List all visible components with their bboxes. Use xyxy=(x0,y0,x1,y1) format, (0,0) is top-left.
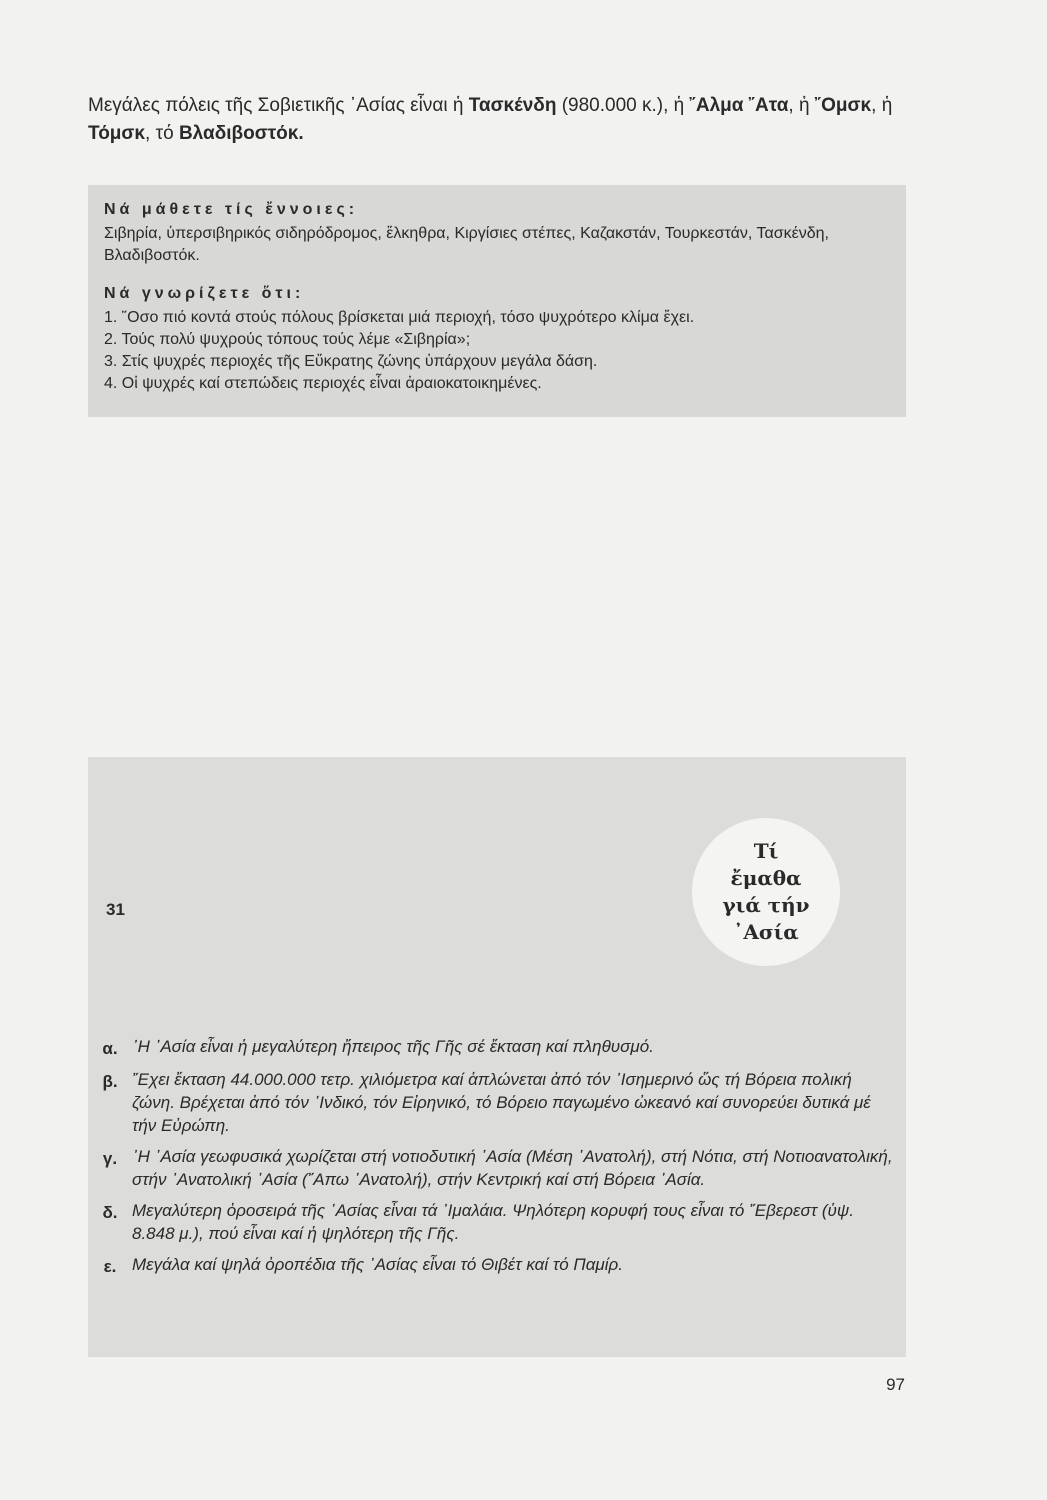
city-omsk: ῎Ομσκ xyxy=(814,95,872,116)
summary-title: Τί ἔμαθα γιά τήν ᾽Ασία xyxy=(722,839,810,944)
know-item: 1. ῞Οσο πιό κοντά στούς πόλους βρίσκεται μιά περιοχή, τόσο ψυχρότερο κλίμα ἔχει. xyxy=(104,309,695,326)
item-text: ᾽Η ᾽Ασία εἶναι ἡ μεγαλύτερη ἤπειρος τῆς Γῆς σέ ἔκταση καί πληθυσμό. xyxy=(132,1037,654,1056)
city-tashkent: Τασκένδη xyxy=(468,95,557,116)
intro-text-2: (980.000 κ.), ἡ xyxy=(556,95,690,116)
item-text: ᾽Η ᾽Ασία γεωφυσικά χωρίζεται στή νοτιοδυτική ᾽Ασία (Μέση ᾽Ανατολή), στή Νότια, στή Νοτιοανατολική, στήν ᾽Ανατολική ᾽Ασία (῎Απω ᾽Ανατολή), στήν Κεντρική καί στή Βόρεια ᾽Ασία. xyxy=(132,1147,893,1189)
item-text: Μεγάλα καί ψηλά ὀροπέδια τῆς ᾽Ασίας εἶναι τό Θιβέτ καί τό Παμίρ. xyxy=(132,1255,623,1274)
summary-list xyxy=(88,1035,898,1286)
item-letter: ε. xyxy=(103,1257,117,1276)
city-alma-ata: ῎Αλμα ῎Ατα xyxy=(689,95,789,116)
item-text: Μεγαλύτερη ὀροσειρά τῆς ᾽Ασίας εἶναι τά ᾽Ιμαλάια. Ψηλότερη κορυφή τους εἶναι τό ῎Εβερεστ (ὑψ. 8.848 μ.), πού εἶναι καί ἡ ψηλότερη τῆς Γῆς. xyxy=(132,1201,854,1243)
page-number: 97 xyxy=(886,1375,905,1394)
know-item: 2. Τούς πολύ ψυχρούς τόπους τούς λέμε «Σιβηρία»; xyxy=(104,331,471,348)
intro-text-5: , τό xyxy=(145,123,179,144)
item-letter: δ. xyxy=(102,1203,118,1222)
learn-box xyxy=(88,185,906,417)
summary-item xyxy=(88,1068,898,1137)
summary-item xyxy=(88,1253,898,1278)
item-letter: β. xyxy=(102,1072,118,1091)
city-vladivostok: Βλαδιβοστόκ. xyxy=(178,123,304,144)
intro-paragraph xyxy=(88,92,908,148)
intro-text-4: , ἡ xyxy=(871,95,893,116)
learn-heading: Νά μάθετε τίς ἔννοιες: xyxy=(104,201,359,218)
know-item: 3. Στίς ψυχρές περιοχές τῆς Εὔκρατης ζώνης ὑπάρχουν μεγάλα δάση. xyxy=(104,353,598,370)
summary-item xyxy=(88,1199,898,1245)
learn-terms: Σιβηρία, ὑπερσιβηρικός σιδηρόδρομος, ἕλκηθρα, Κιργίσιες στέπες, Καζακστάν, Τουρκεστάν, Τασκένδη, Βλαδιβοστόκ. xyxy=(104,225,829,264)
lesson-number: 31 xyxy=(106,900,125,919)
intro-text-3: , ἡ xyxy=(788,95,815,116)
know-heading: Νά γνωρίζετε ὅτι: xyxy=(104,285,305,302)
item-letter: α. xyxy=(102,1039,118,1058)
intro-text-1: Μεγάλες πόλεις τῆς Σοβιετικῆς ᾽Ασίας εἶναι ἡ xyxy=(88,95,469,116)
item-letter: γ. xyxy=(102,1149,118,1168)
summary-item xyxy=(88,1035,898,1060)
summary-item xyxy=(88,1145,898,1191)
know-item: 4. Οἱ ψυχρές καί στεπώδεις περιοχές εἶναι ἀραιοκατοικημένες. xyxy=(104,375,542,392)
city-tomsk: Τόμσκ xyxy=(88,123,146,144)
item-text: ῎Εχει ἔκταση 44.000.000 τετρ. χιλιόμετρα καί ἁπλώνεται ἀπό τόν ᾽Ισημερινό ὥς τή Βόρεια πολική ζώνη. Βρέχεται ἀπό τόν ᾽Ινδικό, τόν Εἰρηνικό, τό Βόρειο παγωμένο ὠκεανό καί συνορεύει δυτικά μέ τήν Εὐρώπη. xyxy=(132,1070,871,1135)
summary-title-circle xyxy=(692,818,840,966)
